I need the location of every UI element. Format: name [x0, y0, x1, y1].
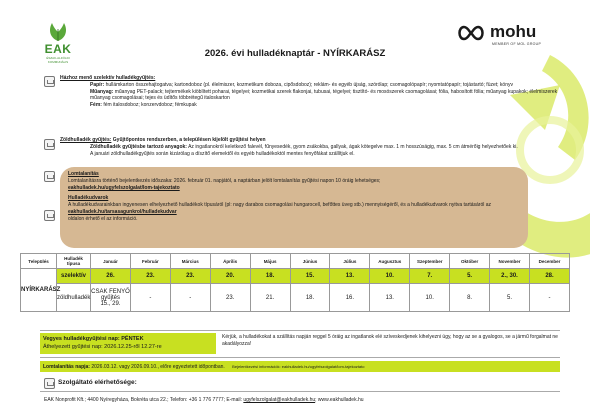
bulky-heading: Lomtalanítás: [68, 171, 99, 177]
warehouse-icon: [44, 210, 55, 221]
selective-plastic: Műanyag: műanyag PET-palack; tejtermékek kiöblített poharai, tégelyei; kozmetikai szerek flakonjai, tubusai, tégelyei; tisztító- és mosószerek csomagolásai; fólia, habosított fólia; műanyag kupakok; élelmiszerek műanyag csomagolásai; tejes és üdítős többrétegű italoskarton: [90, 88, 558, 102]
green-intro: Gyűjtőpontos rendszerben, a településen kijelölt gyűjtési helyen: [112, 137, 266, 143]
date-cell: 13.: [370, 284, 410, 312]
date-cell: 13.: [330, 269, 370, 284]
date-cell: 5.: [490, 284, 530, 312]
date-cell: 15.: [290, 269, 330, 284]
bulky-text: Lomtalanításra történő bejelentkezés időszaka: 2026. február 01. napjától, a naptárban jelölt lomtalanítás gyűjtési napon 10 óráig lehetséges;: [68, 177, 381, 184]
header-month: Február: [130, 254, 170, 269]
header-month: Április: [210, 254, 250, 269]
town-cell: NYÍRKARÁSZ: [21, 269, 57, 312]
yard-tail: oldalon érhető el az információ.: [68, 215, 138, 222]
selective-metal: Fém: fém italosdoboz; konzervdoboz; fémkupak: [90, 102, 197, 109]
mohu-infinity-icon: [456, 25, 486, 41]
type-cell: zöldhulladék: [57, 284, 91, 312]
mohu-tagline: MEMBER OF MOL GROUP: [492, 42, 542, 46]
divider: [40, 391, 560, 392]
header-type: Hulladék típusa: [57, 254, 91, 269]
green-items-label: Zöldhulladék gyűjtésbe tartozó anyagok:: [90, 143, 187, 150]
date-cell: -: [170, 284, 210, 312]
mohu-logo: [456, 22, 556, 48]
fir-only-note: CSAK FENYŐ gyűjtés: [91, 288, 130, 301]
date-cell: 26.: [91, 269, 131, 284]
header-month: Augusztus: [370, 254, 410, 269]
sofa-icon: [44, 171, 55, 182]
header-month: December: [529, 254, 569, 269]
bulky-date-bar: [40, 361, 560, 372]
date-cell: 2., 30.: [490, 269, 530, 284]
selective-paper: Papír: hullámkarton összehajtogatva; kartondoboz (pl. élelmiszer, kozmetikum doboza, cipősdoboz); reklám- és egyéb újság, szórólap; csomagolópapír; nyomtatópapír; tojástartó; füzet; könyv: [90, 81, 513, 88]
contact-web[interactable]: ; www.eakhulladek.hu: [315, 397, 364, 403]
phone-icon: [44, 378, 55, 389]
yard-link[interactable]: eakhulladek.hu/tarsasagunkrol/hulladekudvar: [68, 208, 177, 215]
green-section: [60, 137, 560, 157]
divider: [40, 330, 560, 331]
bulky-waste-box: [60, 167, 528, 248]
date-cell: 7.: [410, 269, 450, 284]
header-month: Június: [290, 254, 330, 269]
mohu-logo-text: mohu: [490, 22, 537, 41]
header-month: Október: [450, 254, 490, 269]
selective-heading: Házhoz menő szelektív hulladékgyűjtés:: [60, 75, 156, 81]
leaf-bin-icon: [44, 139, 55, 150]
date-cell: 5.: [450, 269, 490, 284]
calendar-table: [20, 253, 570, 312]
divider: [40, 357, 560, 358]
header-month: Március: [170, 254, 210, 269]
yard-heading: Hulladékudvarok: [68, 195, 109, 202]
date-cell: 18.: [290, 284, 330, 312]
collection-day-bar: [40, 333, 216, 354]
date-cell: 21.: [250, 284, 290, 312]
yard-text: A hulladékudvarainkban ingyenesen elhelyezhető hulladékok típusáról (pl: nagy darabos csomagolási hungarocell, befőttes üveg stb.) mennyiségéről, és a hulladékudvarok nyitva tartásáról az eakhulladek.hu/tarsasagunkrol/hulladekudvar: [68, 202, 492, 215]
page-title: 2026. évi hulladéknaptár - NYÍRKARÁSZ: [204, 48, 386, 59]
moved-day: Áthelyezett gyűjtési nap: 2026.12.25-ről 12.27-re: [43, 344, 162, 350]
date-cell: 23.: [130, 269, 170, 284]
collection-day: Vegyes hulladékgyűjtési nap: PÉNTEK: [43, 336, 144, 342]
table-row-green: [21, 284, 570, 312]
header-month: Május: [250, 254, 290, 269]
green-items-text: Az ingatlanokról keletkező falevél, fűnyesedék, gyom zsákokba, gallyak, ágak kötegelve max. 1 m hosszúságig, max. 5 cm átmérőig helyezhetőek ki.: [188, 143, 518, 150]
contact-phone: Telefon: +36 1 776 7777;: [169, 397, 226, 403]
selective-section: [60, 75, 560, 109]
type-cell: szelektív: [57, 269, 91, 284]
header-month: November: [490, 254, 530, 269]
bulky-date-info: Bejelentkezési információk: eakhulladek.hu/ugyfelszolgalat/lom-tajekoztato: [232, 364, 365, 369]
contact-email-label: E-mail:: [226, 397, 242, 403]
bulky-date-text: 2026.03.12. vagy 2026.09.10., előre egyeztetett időpontban.: [91, 364, 225, 370]
green-heading: Zöldhulladék gyűjtés:: [60, 137, 112, 143]
date-cell: 23.: [170, 269, 210, 284]
date-cell: 20.: [210, 269, 250, 284]
date-cell: 10.: [410, 284, 450, 312]
date-cell: 8.: [450, 284, 490, 312]
eak-logo-sub: ÉSZAK-ALFÖLDI KOMMUNÁLIS: [46, 56, 70, 64]
green-note: A januári zöldhulladékgyűjtés során kizárólag a díszítő elemektől és egyéb hulladékoktól mentes fenyőfákat szállítjuk el.: [90, 150, 355, 157]
date-cell: 10.: [370, 269, 410, 284]
date-cell: 16.: [330, 284, 370, 312]
eak-logo-text: EAK: [44, 42, 72, 56]
bulky-date-label: Lomtalanítás napja:: [43, 364, 90, 370]
header-month: Július: [330, 254, 370, 269]
date-cell: 18.: [250, 269, 290, 284]
contact-email[interactable]: ugyfelszolgalat@eakhulladek.hu: [243, 397, 316, 403]
bulky-link[interactable]: eakhulladek.hu/ugyfelszolgalat/lom-tajekoztato: [68, 184, 180, 191]
contact-line: [44, 397, 564, 403]
truck-icon: [44, 76, 55, 87]
table-row-selective: [21, 269, 570, 284]
leaf-icon: [46, 20, 70, 42]
calendar-header-row: [21, 254, 570, 269]
header-town: Település: [21, 254, 57, 269]
collection-note: Kérjük, a hulladékokat a szállítás napján reggel 5 óráig az ingatlanok elé szíveskedjenek kihelyezni úgy, hogy az se a gyalogos, se a jármű forgalmat ne akadályozza!: [222, 334, 558, 347]
header-month: Szeptember: [410, 254, 450, 269]
date-cell: 28.: [529, 269, 569, 284]
date-cell: -: [130, 284, 170, 312]
header-month: Január: [91, 254, 131, 269]
date-cell: 23.: [210, 284, 250, 312]
date-cell: CSAK FENYŐ gyűjtés 15., 29.: [91, 284, 131, 312]
date-cell: -: [529, 284, 569, 312]
contact-address: EAK Nonprofit Kft.; 4400 Nyíregyháza, Bokréta utca 22.;: [44, 397, 169, 403]
contact-heading: Szolgáltató elérhetősége:: [58, 379, 137, 386]
